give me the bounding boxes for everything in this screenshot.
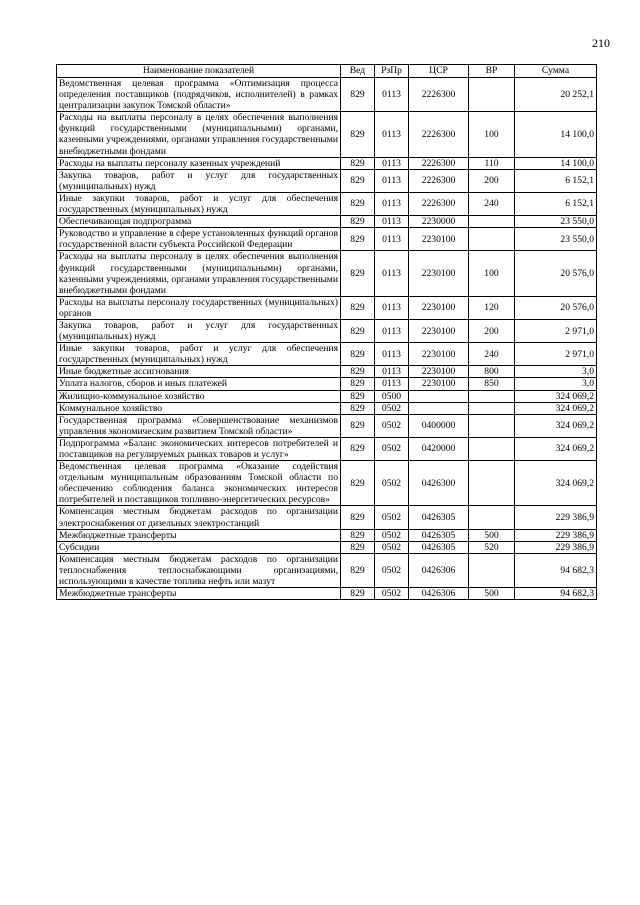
row-rzpr-cell: 0500 (375, 390, 409, 402)
table-row (57, 390, 597, 402)
row-vr-cell: 100 (469, 251, 515, 296)
table-row (57, 437, 597, 460)
row-rzpr-cell: 0502 (375, 553, 409, 587)
row-vr-cell: 850 (469, 378, 515, 390)
row-sum-cell: 324 069,2 (515, 414, 597, 437)
table-row (57, 414, 597, 437)
row-vr-cell: 500 (469, 529, 515, 541)
row-name-cell: Иные закупки товаров, работ и услуг для обеспечения государственных (муниципальных) нужд (57, 192, 341, 215)
row-csr-cell: 2230000 (409, 216, 469, 228)
row-csr-cell: 0426305 (409, 541, 469, 553)
row-name-cell: Государственная программа «Совершенствование механизмов управления экономическим развитием Томской области» (57, 414, 341, 437)
row-sum-cell: 6 152,1 (515, 169, 597, 192)
header-csr: ЦСР (409, 65, 469, 78)
row-ved-cell: 829 (341, 251, 375, 296)
row-ved-cell: 829 (341, 216, 375, 228)
row-sum-cell: 20 576,0 (515, 296, 597, 319)
row-sum-cell: 23 550,0 (515, 228, 597, 251)
row-vr-cell: 800 (469, 366, 515, 378)
row-sum-cell: 324 069,2 (515, 390, 597, 402)
row-ved-cell: 829 (341, 112, 375, 157)
row-name-cell: Коммунальное хозяйство (57, 402, 341, 414)
row-csr-cell: 2226300 (409, 192, 469, 215)
row-ved-cell: 829 (341, 366, 375, 378)
row-csr-cell (409, 402, 469, 414)
table-row (57, 378, 597, 390)
row-csr-cell: 2226300 (409, 157, 469, 169)
row-ved-cell: 829 (341, 296, 375, 319)
row-csr-cell: 2226300 (409, 78, 469, 112)
row-sum-cell: 6 152,1 (515, 192, 597, 215)
row-ved-cell: 829 (341, 506, 375, 529)
row-rzpr-cell: 0502 (375, 529, 409, 541)
row-csr-cell: 0420000 (409, 437, 469, 460)
row-csr-cell: 0426300 (409, 461, 469, 506)
row-vr-cell (469, 553, 515, 587)
row-vr-cell: 100 (469, 112, 515, 157)
row-csr-cell: 2230100 (409, 228, 469, 251)
row-csr-cell: 0426306 (409, 588, 469, 600)
row-rzpr-cell: 0502 (375, 541, 409, 553)
header-ved: Вед (341, 65, 375, 78)
row-csr-cell: 2230100 (409, 319, 469, 342)
row-sum-cell: 3,0 (515, 378, 597, 390)
row-sum-cell: 324 069,2 (515, 402, 597, 414)
row-ved-cell: 829 (341, 461, 375, 506)
header-rzpr: РзПр (375, 65, 409, 78)
row-csr-cell: 2230100 (409, 343, 469, 366)
table-row (57, 461, 597, 506)
table-row (57, 366, 597, 378)
row-name-cell: Уплата налогов, сборов и иных платежей (57, 378, 341, 390)
row-vr-cell: 200 (469, 169, 515, 192)
row-csr-cell: 2230100 (409, 296, 469, 319)
row-rzpr-cell: 0113 (375, 296, 409, 319)
table-row (57, 216, 597, 228)
table-row (57, 112, 597, 157)
row-rzpr-cell: 0113 (375, 251, 409, 296)
row-vr-cell (469, 506, 515, 529)
row-rzpr-cell: 0502 (375, 588, 409, 600)
row-vr-cell (469, 228, 515, 251)
row-sum-cell: 20 576,0 (515, 251, 597, 296)
row-sum-cell: 229 386,9 (515, 529, 597, 541)
row-csr-cell: 0400000 (409, 414, 469, 437)
row-csr-cell (409, 390, 469, 402)
row-rzpr-cell: 0113 (375, 169, 409, 192)
row-vr-cell: 200 (469, 319, 515, 342)
row-ved-cell: 829 (341, 378, 375, 390)
row-csr-cell: 2230100 (409, 366, 469, 378)
row-rzpr-cell: 0113 (375, 157, 409, 169)
row-name-cell: Жилищно-коммунальное хозяйство (57, 390, 341, 402)
row-name-cell: Расходы на выплаты персоналу в целях обеспечения выполнения функций государственными (муниципальными) органами, казенными учреждениями, органами управления государственными внебюджетными фондами (57, 112, 341, 157)
row-vr-cell: 240 (469, 192, 515, 215)
table-row (57, 296, 597, 319)
row-sum-cell: 14 100,0 (515, 112, 597, 157)
row-name-cell: Расходы на выплаты персоналу казенных учреждений (57, 157, 341, 169)
row-rzpr-cell: 0113 (375, 343, 409, 366)
header-name: Наименование показателей (57, 65, 341, 78)
row-csr-cell: 2230100 (409, 378, 469, 390)
row-csr-cell: 0426305 (409, 529, 469, 541)
row-sum-cell: 94 682,3 (515, 588, 597, 600)
table-row (57, 78, 597, 112)
row-rzpr-cell: 0113 (375, 78, 409, 112)
table-header-row (57, 65, 597, 78)
row-rzpr-cell: 0113 (375, 192, 409, 215)
row-csr-cell: 0426305 (409, 506, 469, 529)
row-name-cell: Закупка товаров, работ и услуг для государственных (муниципальных) нужд (57, 319, 341, 342)
table-row (57, 343, 597, 366)
row-name-cell: Обеспечивающая подпрограмма (57, 216, 341, 228)
row-sum-cell: 324 069,2 (515, 437, 597, 460)
table-row (57, 251, 597, 296)
row-ved-cell: 829 (341, 169, 375, 192)
header-sum: Сумма (515, 65, 597, 78)
row-ved-cell: 829 (341, 390, 375, 402)
row-vr-cell (469, 78, 515, 112)
table-row (57, 157, 597, 169)
row-vr-cell (469, 461, 515, 506)
table-row (57, 192, 597, 215)
row-vr-cell (469, 402, 515, 414)
row-vr-cell: 500 (469, 588, 515, 600)
row-name-cell: Компенсация местным бюджетам расходов по организации электроснабжения от дизельных электростанций (57, 506, 341, 529)
row-rzpr-cell: 0113 (375, 216, 409, 228)
row-rzpr-cell: 0113 (375, 319, 409, 342)
row-sum-cell: 2 971,0 (515, 319, 597, 342)
row-ved-cell: 829 (341, 343, 375, 366)
row-sum-cell: 324 069,2 (515, 461, 597, 506)
row-rzpr-cell: 0502 (375, 461, 409, 506)
row-ved-cell: 829 (341, 402, 375, 414)
row-name-cell: Закупка товаров, работ и услуг для государственных (муниципальных) нужд (57, 169, 341, 192)
row-name-cell: Ведомственная целевая программа «Оптимизация процесса определения поставщиков (подрядчиков, исполнителей) в рамках централизации закупок Томской области» (57, 78, 341, 112)
row-ved-cell: 829 (341, 192, 375, 215)
row-rzpr-cell: 0502 (375, 402, 409, 414)
row-ved-cell: 829 (341, 157, 375, 169)
table-row (57, 529, 597, 541)
row-name-cell: Руководство и управление в сфере установленных функций органов государственной власти субъекта Российской Федерации (57, 228, 341, 251)
row-vr-cell: 240 (469, 343, 515, 366)
row-rzpr-cell: 0502 (375, 414, 409, 437)
row-name-cell: Межбюджетные трансферты (57, 588, 341, 600)
row-ved-cell: 829 (341, 588, 375, 600)
row-ved-cell: 829 (341, 541, 375, 553)
table-row (57, 402, 597, 414)
row-ved-cell: 829 (341, 437, 375, 460)
row-sum-cell: 23 550,0 (515, 216, 597, 228)
row-name-cell: Субсидии (57, 541, 341, 553)
row-vr-cell (469, 216, 515, 228)
row-rzpr-cell: 0113 (375, 112, 409, 157)
row-sum-cell: 94 682,3 (515, 553, 597, 587)
table-row (57, 506, 597, 529)
row-name-cell: Компенсация местным бюджетам расходов по организации теплоснабжения теплоснабжающими организациями, использующими в качестве топлива нефть или мазут (57, 553, 341, 587)
row-rzpr-cell: 0113 (375, 378, 409, 390)
row-sum-cell: 229 386,9 (515, 506, 597, 529)
row-sum-cell: 3,0 (515, 366, 597, 378)
row-name-cell: Расходы на выплаты персоналу государственных (муниципальных) органов (57, 296, 341, 319)
row-sum-cell: 2 971,0 (515, 343, 597, 366)
page-number: 210 (592, 36, 610, 50)
row-ved-cell: 829 (341, 228, 375, 251)
row-name-cell: Подпрограмма «Баланс экономических интересов потребителей и поставщиков на регулируемых рынках товаров и услуг» (57, 437, 341, 460)
row-vr-cell (469, 437, 515, 460)
row-csr-cell: 2230100 (409, 251, 469, 296)
row-rzpr-cell: 0502 (375, 506, 409, 529)
row-ved-cell: 829 (341, 78, 375, 112)
row-vr-cell: 120 (469, 296, 515, 319)
row-name-cell: Межбюджетные трансферты (57, 529, 341, 541)
row-vr-cell: 520 (469, 541, 515, 553)
table-row (57, 228, 597, 251)
row-sum-cell: 20 252,1 (515, 78, 597, 112)
row-sum-cell: 14 100,0 (515, 157, 597, 169)
row-rzpr-cell: 0502 (375, 437, 409, 460)
row-rzpr-cell: 0113 (375, 366, 409, 378)
table-row (57, 553, 597, 587)
budget-table (56, 64, 597, 600)
row-name-cell: Иные бюджетные ассигнования (57, 366, 341, 378)
header-vr: ВР (469, 65, 515, 78)
row-rzpr-cell: 0113 (375, 228, 409, 251)
row-name-cell: Ведомственная целевая программа «Оказание содействия отдельным муниципальным образованиям Томской области по обеспечению соблюдения баланса экономических интересов потребителей и поставщиков топливно-энергетических ресурсов» (57, 461, 341, 506)
row-name-cell: Иные закупки товаров, работ и услуг для обеспечения государственных (муниципальных) нужд (57, 343, 341, 366)
row-name-cell: Расходы на выплаты персоналу в целях обеспечения выполнения функций государственными (муниципальными) органами, казенными учреждениями, органами управления государственными внебюджетными фондами (57, 251, 341, 296)
table-row (57, 319, 597, 342)
row-vr-cell (469, 414, 515, 437)
row-ved-cell: 829 (341, 319, 375, 342)
row-csr-cell: 2226300 (409, 169, 469, 192)
table-row (57, 541, 597, 553)
row-csr-cell: 2226300 (409, 112, 469, 157)
row-vr-cell (469, 390, 515, 402)
row-vr-cell: 110 (469, 157, 515, 169)
row-csr-cell: 0426306 (409, 553, 469, 587)
row-ved-cell: 829 (341, 414, 375, 437)
table-row (57, 169, 597, 192)
row-sum-cell: 229 386,9 (515, 541, 597, 553)
row-ved-cell: 829 (341, 553, 375, 587)
row-ved-cell: 829 (341, 529, 375, 541)
table-body (57, 78, 597, 600)
table-row (57, 588, 597, 600)
